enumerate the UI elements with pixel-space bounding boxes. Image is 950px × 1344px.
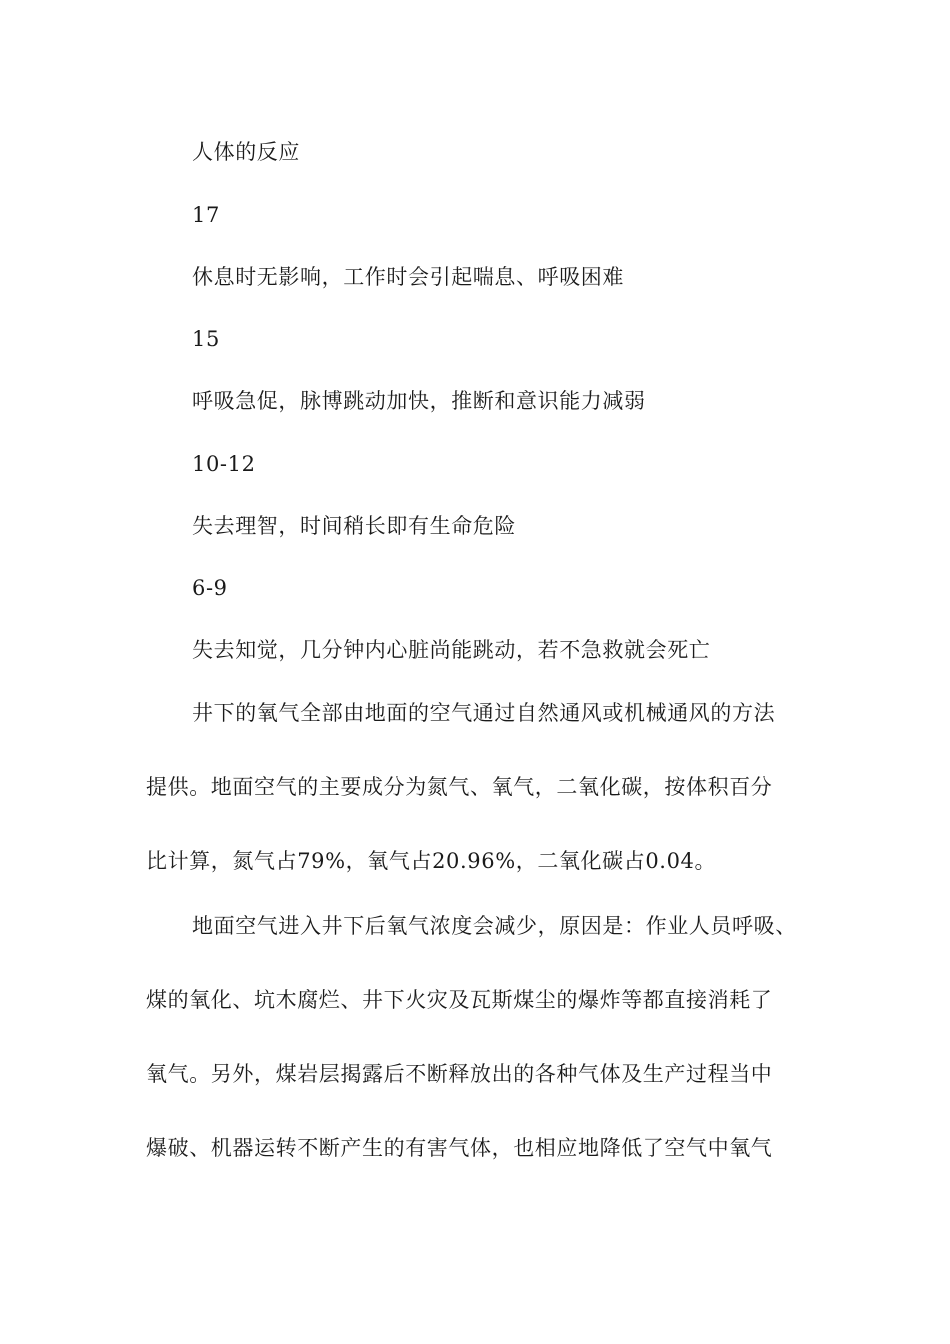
table-cell-oxygen-17: 17: [192, 203, 220, 227]
table-cell-reaction-10-12: 失去理智，时间稍长即有生命危险: [192, 514, 516, 538]
paragraph-2-line-4: 爆破、机器运转不断产生的有害气体，也相应地降低了空气中氧气: [146, 1136, 773, 1160]
table-cell-reaction-6-9: 失去知觉，几分钟内心脏尚能跳动，若不急救就会死亡: [192, 638, 711, 662]
table-header-reaction: 人体的反应: [192, 140, 300, 164]
paragraph-2-line-3: 氧气。另外，煤岩层揭露后不断释放出的各种气体及生产过程当中: [146, 1062, 773, 1086]
table-cell-oxygen-10-12: 10-12: [192, 452, 256, 476]
paragraph-1-line-2: 提供。地面空气的主要成分为氮气、氧气，二氧化碳，按体积百分: [146, 775, 773, 799]
table-cell-reaction-15: 呼吸急促，脉博跳动加快，推断和意识能力减弱: [192, 389, 646, 413]
paragraph-2-line-1: 地面空气进入井下后氧气浓度会减少，原因是：作业人员呼吸、: [192, 914, 797, 938]
table-cell-oxygen-15: 15: [192, 327, 220, 351]
paragraph-2-line-2: 煤的氧化、坑木腐烂、井下火灾及瓦斯煤尘的爆炸等都直接消耗了: [146, 988, 773, 1012]
table-cell-oxygen-6-9: 6-9: [192, 576, 228, 600]
table-cell-reaction-17: 休息时无影响，工作时会引起喘息、呼吸困难: [192, 265, 624, 289]
paragraph-1-line-3: 比计算，氮气占79%，氧气占20.96%，二氧化碳占0.04。: [146, 849, 717, 873]
paragraph-1-line-1: 井下的氧气全部由地面的空气通过自然通风或机械通风的方法: [192, 701, 776, 725]
